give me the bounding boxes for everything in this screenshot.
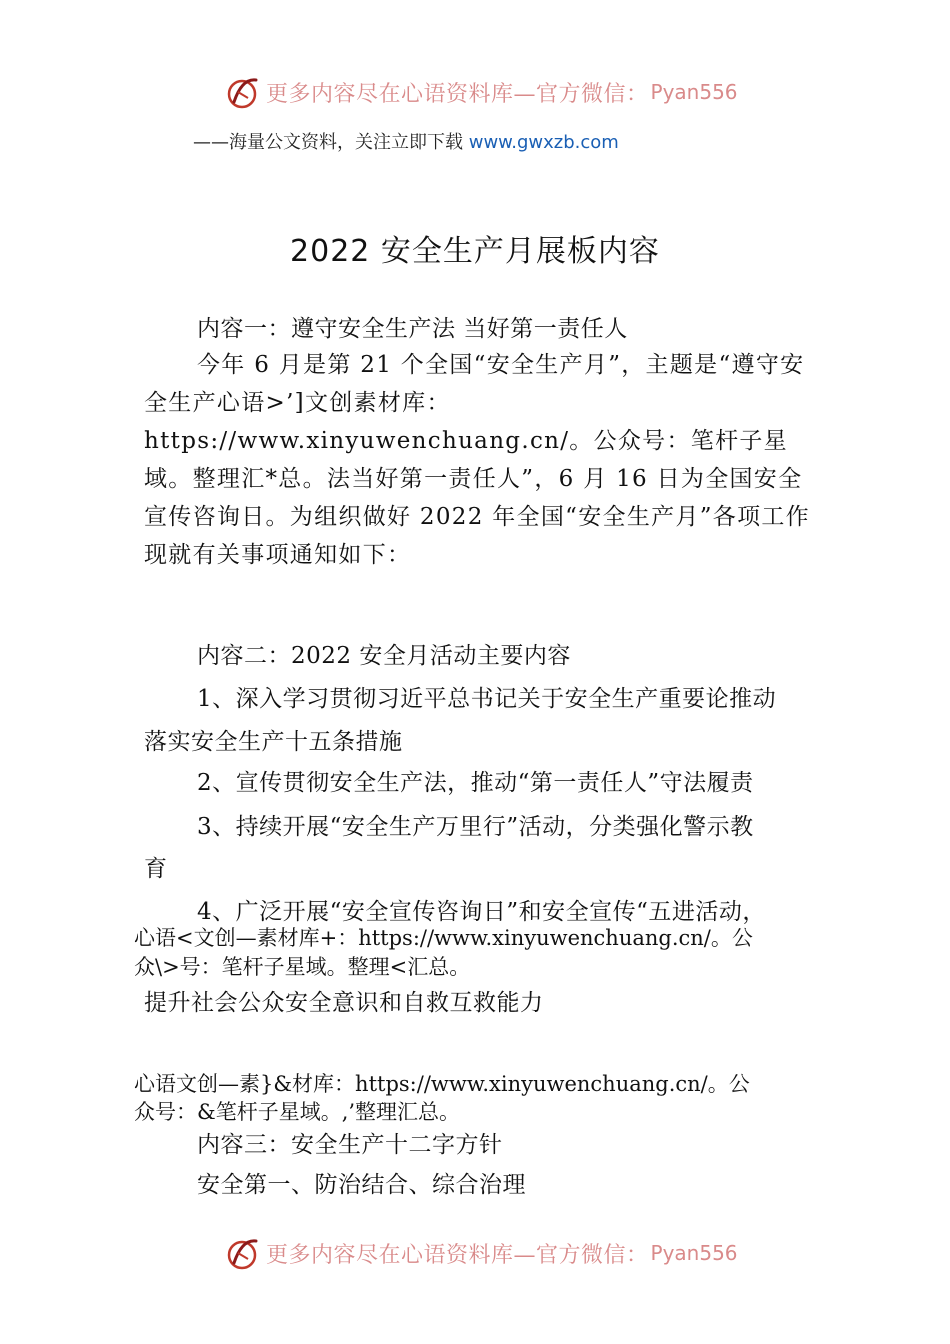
section2-item4-continued: 提升社会公众安全意识和自救互救能力 (144, 990, 544, 1016)
footer-wechat-id: Pyan556 (650, 1241, 738, 1265)
section2-item1-line2: 落实安全生产十五条措施 (144, 729, 403, 755)
section2-item2: 2、宣传贯彻安全生产法，推动“第一责任人”守法履责 (197, 770, 754, 796)
footer-banner (226, 1233, 738, 1273)
section2-heading: 内容二：2022 安全月活动主要内容 (197, 643, 571, 669)
section2-item3-line2: 育 (144, 856, 168, 882)
brand-logo-icon (226, 1233, 262, 1273)
header-brand-text: 更多内容尽在心语资料库—官方微信： (266, 81, 649, 107)
section2-item4: 4、广泛开展“安全宣传咨询日”和安全宣传“五进活动， (197, 899, 766, 925)
watermark-line2: 众\>号：笔杆子星域。整理<汇总。 (134, 955, 471, 979)
subline-text: ——海量公文资料，关注立即下载 (193, 132, 469, 153)
site-link[interactable]: www.gwxzb.com (468, 132, 619, 153)
footer-brand-text: 更多内容尽在心语资料库—官方微信： (266, 1242, 649, 1268)
watermark-line3: 心语文创—素}&材库：https://www.xinyuwenchuang.cn/。公 (134, 1072, 750, 1096)
brand-logo-icon (226, 72, 262, 112)
header-subline (193, 128, 619, 154)
header-banner-top (226, 72, 738, 112)
page-title: 2022 安全生产月展板内容 (290, 234, 660, 269)
section2-item1-line1: 1、深入学习贯彻习近平总书记关于安全生产重要论推动 (197, 686, 777, 712)
section2-item3-line1: 3、持续开展“安全生产万里行”活动，分类强化警示教 (197, 814, 754, 840)
header-wechat-id: Pyan556 (650, 80, 738, 104)
section3-body: 安全第一、防治结合、综合治理 (197, 1172, 526, 1198)
section1-body: 今年 6 月是第 21 个全国“安全生产月”，主题是“遵守安全生产心语>’]文创素材库：https://www.xinyuwenchuang.cn/。公众号：笔杆子星域。整理汇*总。法当好第一责任人”，6 月 16 日为全国安全宣传咨询日。为组织做好 2022 年全国“安全生产月”各项工作现就有关事项通知如下： (144, 352, 810, 568)
section1-heading: 内容一：遵守安全生产法 当好第一责任人 (197, 316, 628, 342)
watermark-line4: 众号：&笔杆子星域。,’整理汇总。 (134, 1100, 461, 1124)
watermark-line1: 心语<文创—素材库+：https://www.xinyuwenchuang.cn/。公 (134, 926, 753, 950)
section3-heading: 内容三：安全生产十二字方针 (197, 1132, 503, 1158)
